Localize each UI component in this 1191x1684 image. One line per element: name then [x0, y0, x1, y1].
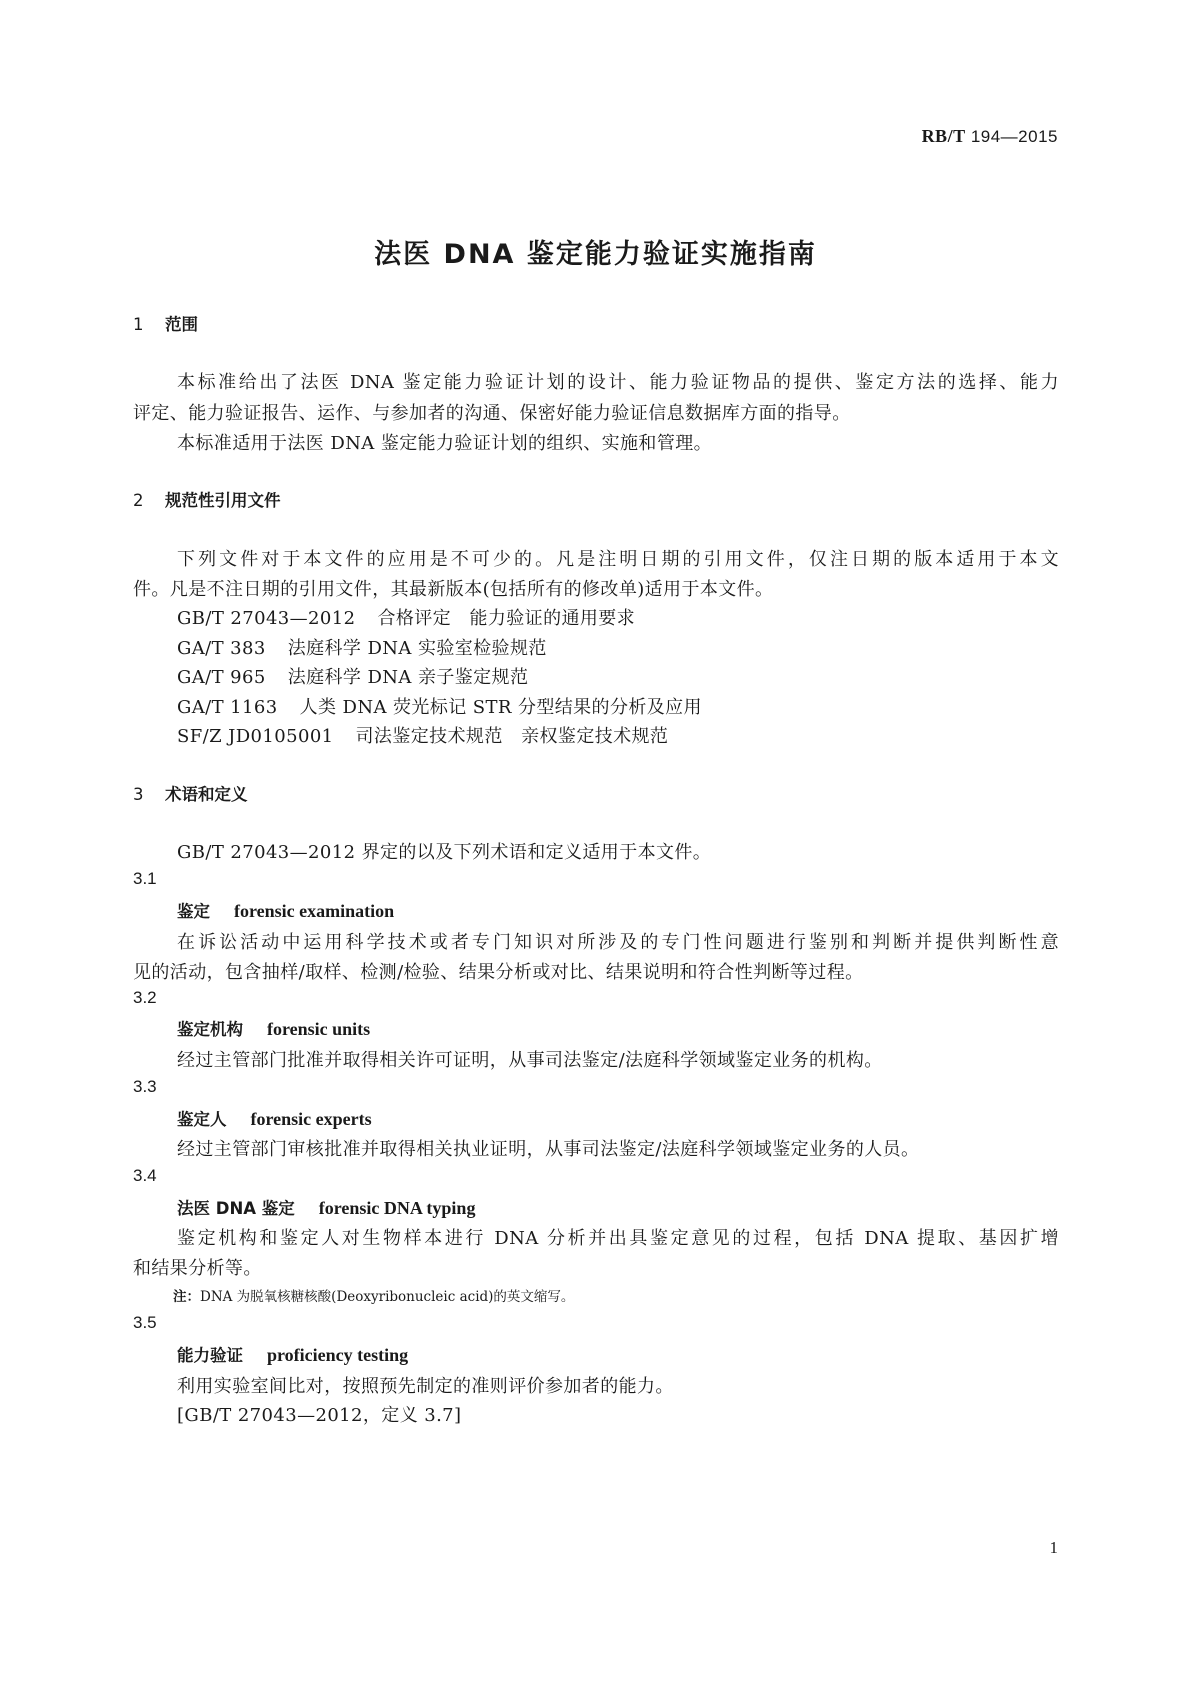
- term-chinese: 鉴定人: [177, 1110, 227, 1129]
- section-2-heading: [133, 487, 281, 511]
- paragraph-line: 下列文件对于本文件的应用是不可少的。凡是注明日期的引用文件，仅注日期的版本适用于本文: [177, 549, 1059, 570]
- paragraph-line: 本标准给出了法医 DNA 鉴定能力验证计划的设计、能力验证物品的提供、鉴定方法的选择、能力: [177, 372, 1059, 393]
- reference-name: 人类 DNA 荧光标记 STR 分型结果的分析及应用: [299, 697, 702, 718]
- term-entry: [177, 1106, 372, 1130]
- note-label: 注：: [173, 1289, 200, 1305]
- paragraph-line: 件。凡是不注日期的引用文件，其最新版本(包括所有的修改单)适用于本文件。: [133, 579, 774, 600]
- document-title: 法医 DNA 鉴定能力验证实施指南: [374, 239, 817, 270]
- clause-number: 3.3: [133, 1077, 157, 1096]
- section-3-heading: [133, 781, 248, 805]
- page-number: 1: [1049, 1538, 1058, 1557]
- term-entry: [177, 1195, 475, 1219]
- reference-item: [177, 663, 528, 689]
- term-chinese: 法医 DNA 鉴定: [177, 1199, 295, 1218]
- section-title: 术语和定义: [165, 785, 248, 804]
- reference-code: SF/Z JD0105001: [177, 726, 334, 747]
- clause-number: 3.5: [133, 1313, 157, 1332]
- reference-name: 法庭科学 DNA 实验室检验规范: [287, 638, 547, 659]
- reference-name: 合格评定 能力验证的通用要求: [377, 608, 636, 629]
- definition-line: 经过主管部门批准并取得相关许可证明，从事司法鉴定/法庭科学领域鉴定业务的机构。: [177, 1050, 883, 1071]
- standard-prefix: RB/T: [921, 126, 966, 146]
- note-text: DNA 为脱氧核糖核酸(Deoxyribonucleic acid)的英文缩写。: [200, 1289, 575, 1305]
- section-intro: GB/T 27043—2012 界定的以及下列术语和定义适用于本文件。: [177, 842, 712, 863]
- reference-item: [177, 693, 702, 719]
- term-entry: [177, 898, 394, 922]
- term-entry: [177, 1016, 370, 1040]
- reference-item: [177, 604, 635, 630]
- term-english: forensic examination: [234, 901, 395, 921]
- note: [173, 1285, 574, 1305]
- term-entry: [177, 1342, 408, 1366]
- paragraph-line: 评定、能力验证报告、运作、与参加者的沟通、保密好能力验证信息数据库方面的指导。: [133, 403, 851, 424]
- reference-item: [177, 634, 547, 660]
- definition-line: 和结果分析等。: [133, 1258, 262, 1279]
- term-english: forensic DNA typing: [318, 1198, 476, 1218]
- definition-line: 经过主管部门审核批准并取得相关执业证明，从事司法鉴定/法庭科学领域鉴定业务的人员。: [177, 1139, 920, 1160]
- term-chinese: 能力验证: [177, 1346, 243, 1365]
- term-english: forensic experts: [250, 1109, 372, 1129]
- reference-code: GB/T 27043—2012: [177, 608, 356, 629]
- definition-line: 鉴定机构和鉴定人对生物样本进行 DNA 分析并出具鉴定意见的过程，包括 DNA 提取、基因扩增: [177, 1228, 1059, 1249]
- clause-number: 3.4: [133, 1166, 157, 1185]
- section-number: 2: [133, 491, 144, 510]
- section-number: 1: [133, 315, 144, 334]
- definition-line: 在诉讼活动中运用科学技术或者专门知识对所涉及的专门性问题进行鉴别和判断并提供判断性意: [177, 932, 1059, 953]
- section-title: 规范性引用文件: [165, 491, 281, 510]
- definition-line: 利用实验室间比对，按照预先制定的准则评价参加者的能力。: [177, 1376, 674, 1397]
- term-english: proficiency testing: [267, 1345, 409, 1365]
- term-chinese: 鉴定机构: [177, 1020, 243, 1039]
- reference-item: [177, 722, 668, 748]
- reference-code: GA/T 1163: [177, 697, 278, 718]
- reference-code: GA/T 383: [177, 638, 266, 659]
- reference-code: GA/T 965: [177, 667, 266, 688]
- clause-number: 3.1: [133, 869, 157, 888]
- reference-name: 法庭科学 DNA 亲子鉴定规范: [287, 667, 529, 688]
- standard-number: 194—2015: [970, 127, 1058, 146]
- section-number: 3: [133, 785, 144, 804]
- paragraph-line: 本标准适用于法医 DNA 鉴定能力验证计划的组织、实施和管理。: [177, 433, 713, 454]
- definition-source: [GB/T 27043—2012，定义 3.7]: [177, 1405, 462, 1426]
- section-1-heading: [133, 311, 198, 335]
- standard-code: [922, 126, 1058, 147]
- clause-number: 3.2: [133, 988, 157, 1007]
- reference-name: 司法鉴定技术规范 亲权鉴定技术规范: [355, 726, 669, 747]
- definition-line: 见的活动，包含抽样/取样、检测/检验、结果分析或对比、结果说明和符合性判断等过程。: [133, 962, 864, 983]
- term-english: forensic units: [267, 1019, 371, 1039]
- section-title: 范围: [165, 315, 198, 334]
- term-chinese: 鉴定: [177, 902, 210, 921]
